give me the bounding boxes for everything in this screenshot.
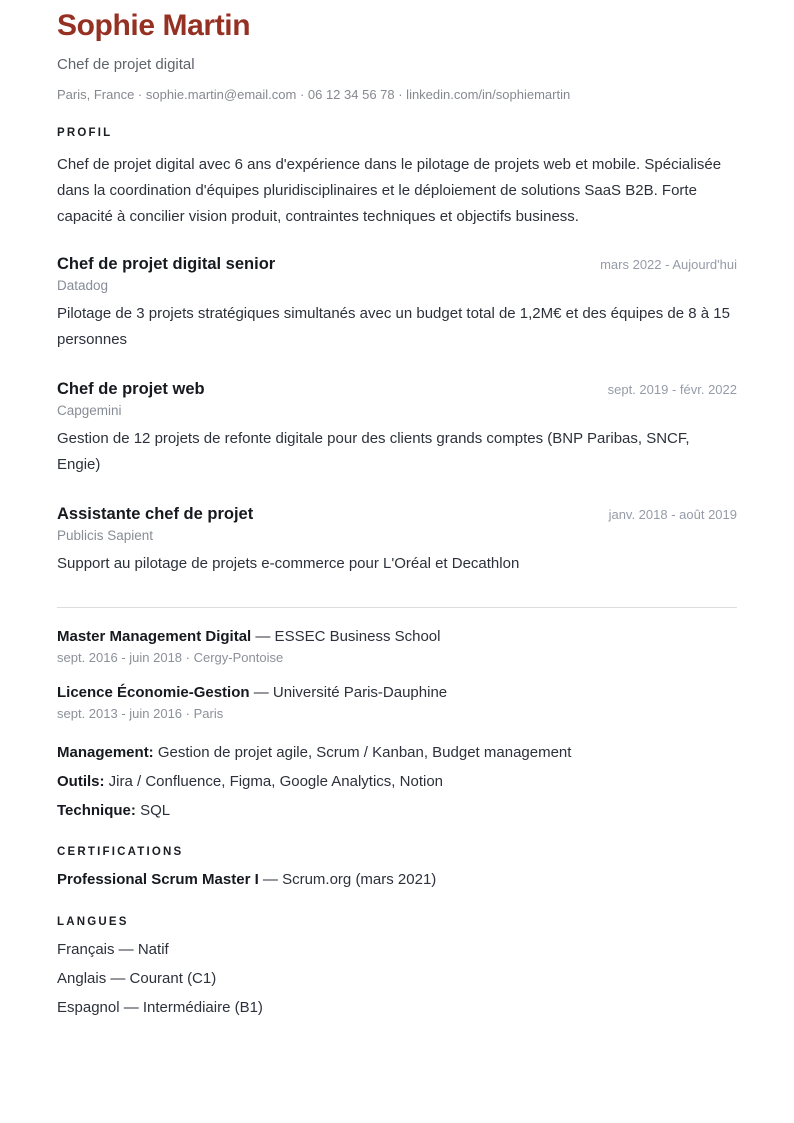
skill-line <box>57 773 737 790</box>
job-company: Capgemini <box>57 403 122 418</box>
education-dates-location: sept. 2016 - juin 2018 · Cergy-Pontoise <box>57 650 284 665</box>
job-title: Chef de projet web <box>57 380 205 398</box>
skill-category-label: Technique: <box>57 802 136 819</box>
languages-section <box>57 916 737 1016</box>
certifications-section <box>57 846 737 888</box>
education-entry <box>57 628 737 665</box>
job-company: Datadog <box>57 278 109 293</box>
experience-entry-header <box>57 505 737 524</box>
skill-category-label: Management: <box>57 744 154 761</box>
person-name: Sophie Martin <box>57 9 251 42</box>
certifications-heading: CERTIFICATIONS <box>57 846 184 858</box>
education-title-line <box>57 684 737 701</box>
language-entry: Français — Natif <box>57 941 169 958</box>
certification-entry <box>57 871 737 888</box>
language-entry: Anglais — Courant (C1) <box>57 970 217 987</box>
certification-name: Professional Scrum Master I <box>57 871 259 888</box>
experience-entry <box>57 380 737 478</box>
degree-name: Licence Économie-Gestion <box>57 684 250 701</box>
education-dates-location: sept. 2013 - juin 2016 · Paris <box>57 706 224 721</box>
job-description: Support au pilotage de projets e-commerce pour L'Oréal et Decathlon <box>57 555 520 572</box>
experience-entry-header <box>57 255 737 274</box>
education-title-line <box>57 628 737 645</box>
skills-section <box>57 744 737 819</box>
person-job-title: Chef de projet digital <box>57 56 195 73</box>
certification-issuer: — Scrum.org (mars 2021) <box>262 871 437 888</box>
skill-values: Jira / Confluence, Figma, Google Analytics, Notion <box>108 773 444 790</box>
education-section <box>57 628 737 721</box>
job-dates: janv. 2018 - août 2019 <box>608 507 737 522</box>
resume-header <box>57 9 737 102</box>
profil-heading: PROFIL <box>57 127 113 139</box>
languages-heading: LANGUES <box>57 916 129 928</box>
experience-section <box>57 255 737 577</box>
profil-section <box>57 127 737 230</box>
skill-category-label: Outils: <box>57 773 105 790</box>
education-entry <box>57 684 737 721</box>
school-name: — ESSEC Business School <box>255 628 441 645</box>
job-description: Gestion de 12 projets de refonte digitale pour des clients grands comptes (BNP Paribas, SNCF, Engie) <box>57 430 690 473</box>
school-name: — Université Paris-Dauphine <box>253 684 448 701</box>
job-dates: sept. 2019 - févr. 2022 <box>607 382 737 397</box>
job-description: Pilotage de 3 projets stratégiques simultanés avec un budget total de 1,2M€ et des équipes de 8 à 15 personnes <box>57 305 730 348</box>
language-entry: Espagnol — Intermédiaire (B1) <box>57 999 263 1016</box>
profil-text: Chef de projet digital avec 6 ans d'expérience dans le pilotage de projets web et mobile. Spécialisée dans la coordination d'équipes pluridisciplinaires et le déploiement de solutions SaaS B2B. Forte capacité à concilier vision produit, contraintes techniques et objectifs business. <box>57 156 722 225</box>
experience-entry <box>57 505 737 577</box>
skill-values: SQL <box>140 802 171 819</box>
degree-name: Master Management Digital <box>57 628 252 645</box>
job-title: Assistante chef de projet <box>57 505 254 523</box>
job-title: Chef de projet digital senior <box>57 255 276 273</box>
skill-line <box>57 744 737 761</box>
section-divider <box>57 607 737 608</box>
skill-values: Gestion de projet agile, Scrum / Kanban, Budget management <box>157 744 572 761</box>
skill-line <box>57 802 737 819</box>
job-company: Publicis Sapient <box>57 528 154 543</box>
job-dates: mars 2022 - Aujourd'hui <box>600 257 737 272</box>
contact-line: Paris, France · sophie.martin@email.com · 06 12 34 56 78 · linkedin.com/in/sophiemartin <box>57 87 571 102</box>
experience-entry <box>57 255 737 353</box>
experience-entry-header <box>57 380 737 399</box>
